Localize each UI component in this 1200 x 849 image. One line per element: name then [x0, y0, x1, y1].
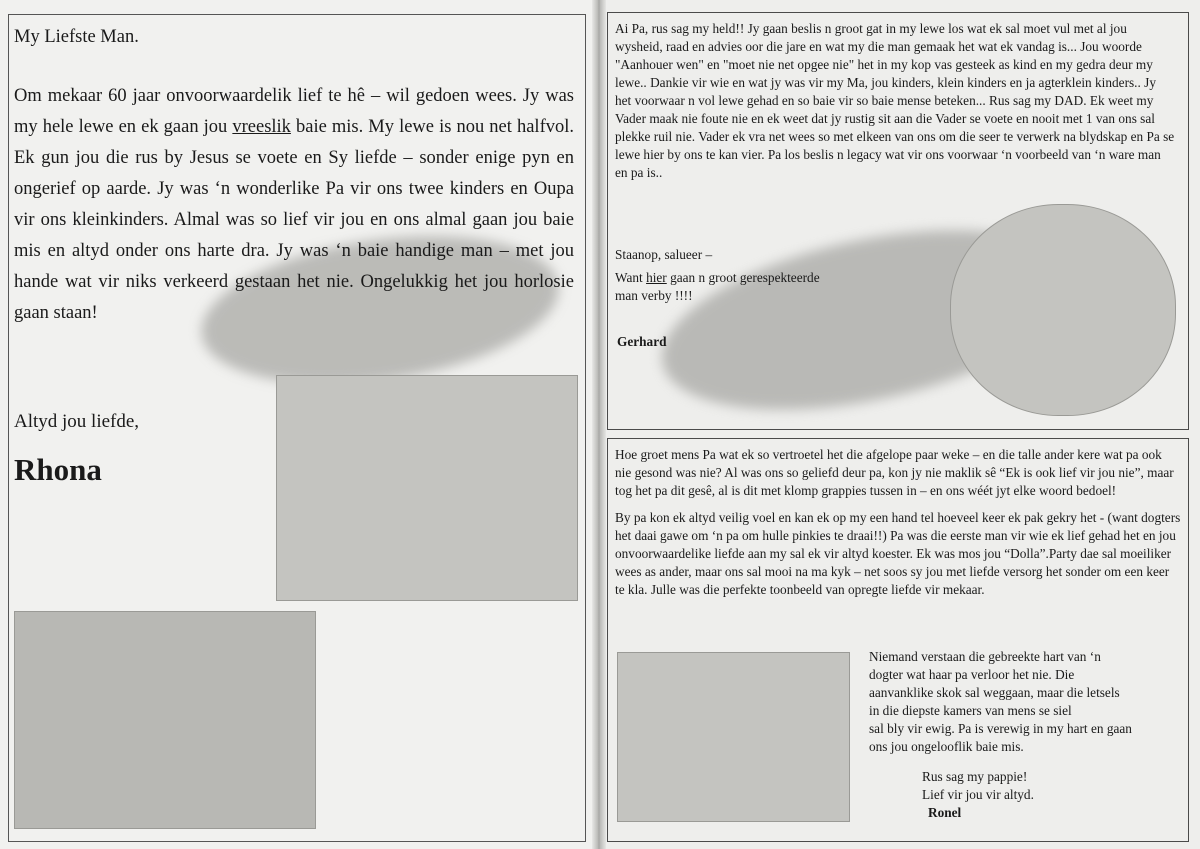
gerhard-line-2-underlined: hier	[646, 270, 667, 285]
ronel-line-4: in die diepste kamers van mens se siel	[869, 703, 1072, 718]
ronel-farewell-2: Lief vir jou vir altyd.	[922, 787, 1034, 802]
letter-body	[14, 81, 574, 329]
signature-rhona: Rhona	[14, 452, 102, 487]
ronel-farewell	[922, 768, 1142, 804]
gerhard-line-2-start: Want	[615, 270, 647, 285]
left-page	[0, 0, 598, 849]
gerhard-line-2	[615, 269, 915, 287]
ronel-paragraph-1: Hoe groet mens Pa wat ek so vertroetel het die afgelope paar weke – en die talle ander kere wat pa ook nie gesond was nie? Al was ons so geliefd deur pa, kon jy nie maklik sê “Ek is ook lief vir jou nie”, maar tog het pa dit gesê, al is dit met klomp grappies tussen in – en ons wéét jyt elke woord bedoel!	[615, 447, 1174, 498]
ronel-line-1: Niemand verstaan die gebreekte hart van ‘n	[869, 649, 1101, 664]
letter-underlined-word: vreeslik	[232, 117, 291, 137]
ronel-line-5: sal bly vir ewig. Pa is verewig in my hart en gaan	[869, 721, 1132, 736]
photo-gerhard-and-father	[950, 204, 1176, 416]
photo-couple-recent	[276, 375, 578, 601]
gerhard-line-3: man verby !!!!	[615, 288, 693, 303]
right-page	[598, 0, 1200, 849]
gerhard-tribute	[615, 20, 1175, 191]
ronel-farewell-1: Rus sag my pappie!	[922, 769, 1028, 784]
ronel-line-6: ons jou ongelooflik baie mis.	[869, 739, 1024, 754]
gerhard-paragraph: Ai Pa, rus sag my held!! Jy gaan beslis n groot gat in my lewe los wat ek sal moet vul met al jou wysheid, raad en advies oor die jare en wat my die man gemaak het wat ek vandag is... Jou woorde "Aanhouer wen" en "moet nie net opgee nie" het in my kop vas gesteek as kind en my gedra deur my lewe.. Dankie vir wie en wat jy was vir my Ma, jou kinders, klein kinders en ja agterklein kinders.. Jy het voorwaar n vol lewe gehad en so baie vir so baie mense beteken... Rus sag my DAD. Ek weet my Vader maak nie foute nie en ek weet dat jy rustig sit aan die Vader se voete en nooit met 1 van ons sal plekke ruil nie. Vader ek vra net wees so met elkeen van ons om die seer te verwerk na blydskap en Pa se lewe hier by ons te kan vier. Pa los beslis n legacy wat vir ons voorwaar ‘n voorbeeld van ‘n ware man en pa is..	[615, 21, 1175, 180]
ronel-paragraph-2: By pa kon ek altyd veilig voel en kan ek op my een hand tel hoeveel keer ek pak gekry het - (want dogters het daai gawe om ‘n pa om hulle pinkies te draai!!) Pa was die eerste man vir wie ek lief gehad het en jou onvoorwaardelike liefde aan my sal ek vir altyd koester. Ek was mos jou “Dolla”.Party dae sal moeiliker wees as ander, maar ons sal mooi na ma kyk – net soos sy jou met liefde versorg het sonder om een keer te kla. Julle was die perfekte toonbeeld van opregte liefde vir mekaar.	[615, 510, 1181, 597]
ronel-tribute	[615, 446, 1181, 608]
letter-greeting: My Liefste Man.	[14, 27, 139, 47]
gerhard-salute	[615, 246, 915, 305]
ronel-line-3: aanvanklike skok sal weggaan, maar die letsels	[869, 685, 1120, 700]
letter-body-end: baie mis. My lewe is nou net halfvol. Ek gun jou die rus by Jesus se voete en Sy liefde – sonder enige pyn en ongerief op aarde. Jy was ‘n wonderlike Pa vir ons twee kinders en Oupa vir ons kleinkinders. Almal was so lief vir jou en ons almal gaan jou baie mis en altyd onder ons harte dra. Jy was ‘n baie handige man – met jou hande wat vir niks verkeerd gestaan het nie. Ongelukkig het jou horlosie gaan staan!	[14, 117, 574, 323]
booklet-fold	[592, 0, 606, 849]
gerhard-line-1: Staanop, salueer –	[615, 247, 713, 262]
signature-gerhard: Gerhard	[617, 334, 667, 349]
letter-body-start: Om mekaar 60 jaar onvoorwaardelik lief te hê – wil gedoen wees. Jy was my hele lewe en ek gaan jou	[14, 86, 574, 137]
gerhard-line-2-end: gaan n groot gerespekteerde	[666, 270, 820, 285]
letter-closing: Altyd jou liefde,	[14, 411, 140, 432]
signature-ronel: Ronel	[928, 805, 962, 820]
photo-ronel-and-father	[617, 652, 850, 822]
rhona-letter	[14, 22, 574, 329]
ronel-closing-paragraph	[869, 648, 1189, 756]
photo-wedding	[14, 611, 316, 829]
ronel-line-2: dogter wat haar pa verloor het nie. Die	[869, 667, 1075, 682]
